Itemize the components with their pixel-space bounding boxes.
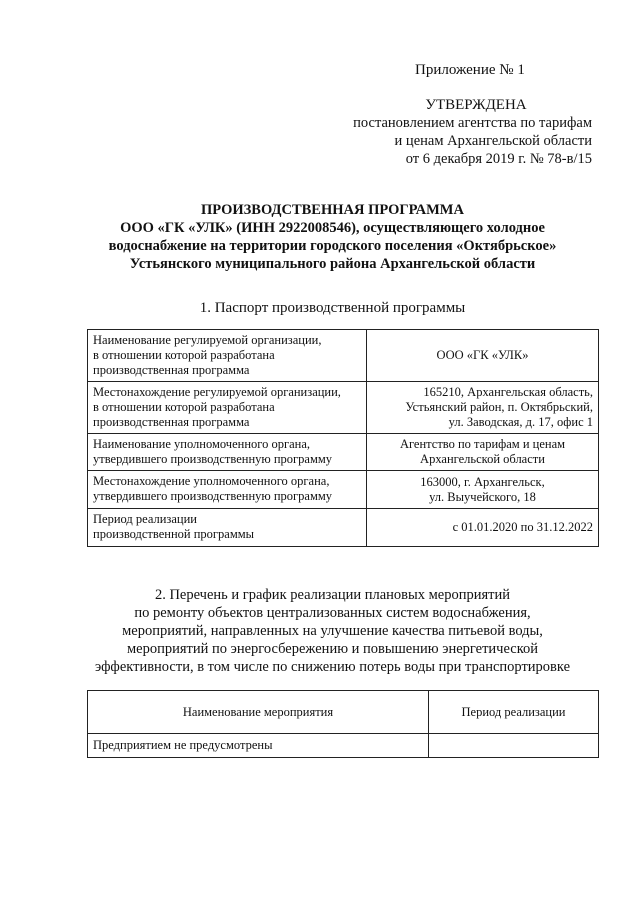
value-cell <box>367 434 599 471</box>
label-cell <box>88 471 367 509</box>
value-cell <box>367 471 599 509</box>
table-row <box>88 330 599 382</box>
cell-line: ООО «ГК «УЛК» <box>436 348 529 362</box>
value-cell <box>367 382 599 434</box>
cell-line: 165210, Архангельская область, <box>423 385 593 399</box>
cell-line: ул. Выучейского, 18 <box>429 489 536 504</box>
events-table <box>87 690 599 758</box>
approval-block <box>330 96 592 168</box>
column-header-event: Наименование мероприятия <box>88 691 429 734</box>
cell-line: с 01.01.2020 по 31.12.2022 <box>452 520 593 534</box>
column-header-period: Период реализации <box>429 691 599 734</box>
title-line: ПРОИЗВОДСТВЕННАЯ ПРОГРАММА <box>201 202 464 218</box>
cell-line: в отношении которой разработана <box>93 348 275 362</box>
cell-line: Наименование уполномоченного органа, <box>93 437 310 451</box>
value-cell <box>367 509 599 547</box>
label-cell <box>88 330 367 382</box>
cell-line: утвердившего производственную программу <box>93 452 333 466</box>
cell-line: в отношении которой разработана <box>93 400 275 414</box>
title-line: водоснабжение на территории городского поселения «Октябрьское» <box>108 238 557 254</box>
passport-table <box>87 329 599 547</box>
approval-heading: УТВЕРЖДЕНА <box>425 97 527 113</box>
approval-line: от 6 декабря 2019 г. № 78-в/15 <box>405 151 592 167</box>
heading-line: эффективности, в том числе по снижению потерь воды при транспортировке <box>94 659 571 675</box>
appendix-number: Приложение № 1 <box>415 62 525 78</box>
cell-line: ул. Заводская, д. 17, офис 1 <box>448 415 593 429</box>
cell-line: Архангельской области <box>420 452 545 466</box>
heading-line: по ремонту объектов централизованных систем водоснабжения, <box>134 605 531 621</box>
heading-line: мероприятий, направленных на улучшение качества питьевой воды, <box>122 623 543 639</box>
cell-line: Местонахождение уполномоченного органа, <box>93 474 330 488</box>
cell-line: производственная программа <box>93 363 250 377</box>
cell-line: Период реализации <box>93 512 197 526</box>
cell-line: Наименование регулируемой организации, <box>93 333 322 347</box>
table-cell <box>429 734 599 758</box>
table-row <box>88 509 599 547</box>
title-line: ООО «ГК «УЛК» (ИНН 2922008546), осуществляющего холодное <box>120 220 545 236</box>
table-row <box>88 434 599 471</box>
cell-line: 163000, г. Архангельск, <box>420 474 545 489</box>
title-line: Устьянского муниципального района Архангельской области <box>129 256 536 272</box>
section2-heading <box>60 586 605 676</box>
cell-line: утвердившего производственную программу <box>93 489 333 503</box>
cell-line: Устьянский район, п. Октябрьский, <box>405 400 593 414</box>
value-cell <box>367 330 599 382</box>
cell-line: производственная программа <box>93 415 250 429</box>
table-row <box>88 471 599 509</box>
table-cell: Предприятием не предусмотрены <box>88 734 429 758</box>
table-header-row <box>88 691 599 734</box>
label-cell <box>88 509 367 547</box>
approval-line: постановлением агентства по тарифам <box>353 115 592 131</box>
table-row <box>88 382 599 434</box>
section1-heading: 1. Паспорт производственной программы <box>199 300 466 316</box>
label-cell <box>88 434 367 471</box>
heading-line: 2. Перечень и график реализации плановых мероприятий <box>154 587 511 603</box>
heading-line: мероприятий по энергосбережению и повышению энергетической <box>126 641 539 657</box>
cell-line: Агентство по тарифам и ценам <box>399 437 566 451</box>
cell-line: производственной программы <box>93 527 255 541</box>
cell-line: Местонахождение регулируемой организации, <box>93 385 341 399</box>
table-row <box>88 734 599 758</box>
document-title <box>60 201 605 273</box>
label-cell <box>88 382 367 434</box>
approval-line: и ценам Архангельской области <box>394 133 592 149</box>
